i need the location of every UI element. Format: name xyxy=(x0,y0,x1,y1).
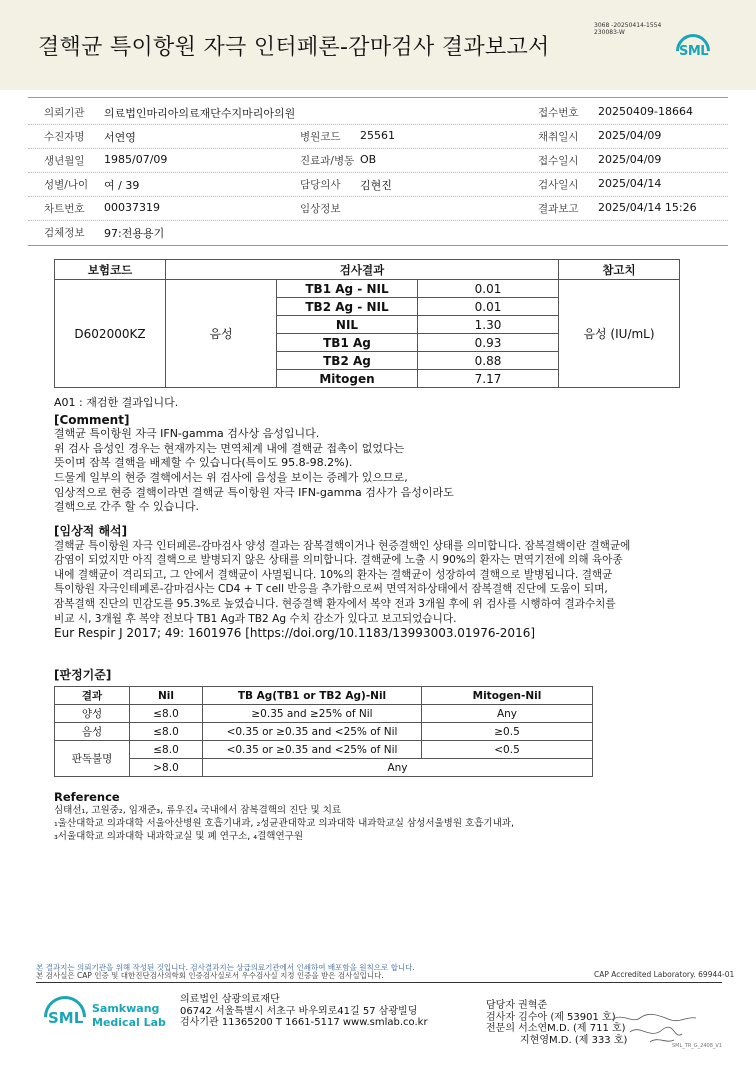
comment-line: 뜻이며 잠복 결핵을 배제할 수 있습니다(특이도 95.8-98.2%). xyxy=(54,456,353,470)
signature-icon xyxy=(610,1010,700,1046)
staff-line: 지현영M.D. (제 333 호) xyxy=(520,1034,628,1046)
address-line: 06742 서울특별시 서초구 바우뫼로41길 57 삼광빌딩 xyxy=(180,1005,418,1017)
criteria-header: 결과 xyxy=(55,687,130,705)
insurance-code: D602000KZ xyxy=(55,280,166,388)
remark-text: A01 : 재검한 결과입니다. xyxy=(54,396,179,409)
criteria-mitogen: <0.5 xyxy=(422,741,593,759)
receive-label: 접수일시 xyxy=(538,155,579,167)
hosp-code-label: 병원코드 xyxy=(300,131,341,143)
report-title: 결핵균 특이항원 자극 인터페론-감마검사 결과보고서 xyxy=(38,35,550,60)
criteria-tb: <0.35 or ≥0.35 and <25% of Nil xyxy=(203,741,422,759)
sex-value: 여 / 39 xyxy=(104,179,140,192)
citation: Eur Respir J 2017; 49: 1601976 [https://doi.org/10.1183/13993003.01976-2016] xyxy=(54,626,536,641)
footer-divider xyxy=(36,982,722,983)
header-test-result: 검사결과 xyxy=(166,260,559,280)
criteria-tb: <0.35 or ≥0.35 and <25% of Nil xyxy=(203,723,422,741)
result-value: 0.93 xyxy=(418,334,559,352)
info-row xyxy=(28,172,728,197)
clinical-line: 특이항원 자극인테페론-감마검사는 CD4 + T cell 반응을 추가함으로써 면역저하상태에서 잠복결핵 진단에 도움이 되며, xyxy=(54,583,608,596)
result-value: 1.30 xyxy=(418,316,559,334)
comment-line: 결핵균 특이항원 자극 IFN-gamma 검사상 음성입니다. xyxy=(54,427,320,441)
clinical-line: 결핵균 특이항원 자극 인터페론-감마검사 양성 결과는 잠복결핵이거나 현증결핵인 상태를 의미합니다. 잠복결핵이란 결핵균에 xyxy=(54,539,631,552)
comment-heading: [Comment] xyxy=(54,412,130,427)
criteria-table xyxy=(54,686,593,777)
info-row xyxy=(28,100,728,125)
document-id-line1: 3068 -20250414-1554 xyxy=(594,22,662,29)
form-code: SML_TR_G_2408_V1 xyxy=(672,1043,723,1049)
result-name: TB1 Ag - NIL xyxy=(277,280,418,298)
logo-name-line1: Samkwang xyxy=(92,1002,160,1015)
doctor-label: 담당의사 xyxy=(300,179,341,191)
org-value: 의료법인마리아의료재단수지마리아의원 xyxy=(104,107,296,120)
name-label: 수진자명 xyxy=(44,131,85,143)
address-line: 의료법인 삼광의료재단 xyxy=(180,994,280,1005)
criteria-result: 양성 xyxy=(55,705,130,723)
result-name: NIL xyxy=(277,316,418,334)
result-name: Mitogen xyxy=(277,370,418,388)
collect-value: 2025/04/09 xyxy=(598,129,662,142)
clinical-line: 잠복결핵 진단의 민감도를 95.3%로 높였습니다. 현증결핵 환자에서 복약 전과 3개월 후에 위 검사를 시행하여 결과수치를 xyxy=(54,597,616,610)
document-id-line2: 230083-W xyxy=(594,29,625,36)
criteria-nil: ≤8.0 xyxy=(130,705,203,723)
reg-no-value: 20250409-18664 xyxy=(598,105,693,118)
criteria-header: TB Ag(TB1 or TB2 Ag)-Nil xyxy=(203,687,422,705)
clinical-line: 감염이 되었지만 아직 결핵으로 발병되지 않은 상태를 의미합니다. 결핵균에 노출 시 90%의 환자는 면역기전에 의해 육아종 xyxy=(54,554,623,567)
logo-company xyxy=(92,1002,166,1030)
overall-result: 음성 xyxy=(166,280,277,388)
reference-section xyxy=(54,791,514,843)
reg-no-label: 접수번호 xyxy=(538,107,579,119)
staff-line: 전문의 서소연M.D. (제 711 호) xyxy=(486,1023,626,1034)
clinical-line: 비교 시, 3개월 후 복약 전보다 TB1 Ag과 TB2 Ag 수치 감소가 있다고 보고되었습니다. xyxy=(54,612,457,625)
comment-line: 임상적으로 현증 결핵이라면 결핵균 특이항원 자극 IFN-gamma 검사가 음성이라도 xyxy=(54,485,454,499)
lab-address xyxy=(180,994,428,1029)
chart-value: 00037319 xyxy=(104,201,160,214)
criteria-nil: >8.0 xyxy=(130,759,203,777)
result-value: 0.01 xyxy=(418,280,559,298)
collect-label: 채취일시 xyxy=(538,131,579,143)
result-value: 7.17 xyxy=(418,370,559,388)
samkwang-logo xyxy=(44,996,164,1046)
dept-value: OB xyxy=(360,153,377,166)
comment-line: 위 검사 음성인 경우는 현재까지는 면역체계 내에 결핵균 접촉이 없었다는 xyxy=(54,441,405,455)
footer-note: 본 검사실은 CAP 인증 및 대한진단검사의학회 인증검사실로서 우수검사실 지정 인증을 받은 검사실입니다. xyxy=(36,971,384,980)
criteria-heading: [판정기준] xyxy=(54,668,112,682)
info-row xyxy=(28,148,728,173)
reference-heading: Reference xyxy=(54,790,120,804)
specimen-value: 97:전용용기 xyxy=(104,227,165,240)
info-row xyxy=(28,196,728,221)
name-value: 서연영 xyxy=(104,131,136,144)
result-name: TB1 Ag xyxy=(277,334,418,352)
info-row xyxy=(28,124,728,149)
report-header xyxy=(0,0,756,90)
address-line: 검사기관 11365200 T 1661-5117 www.smlab.co.kr xyxy=(180,1017,428,1028)
clinical-heading: [임상적 해석] xyxy=(54,524,128,538)
criteria-header: Nil xyxy=(130,687,203,705)
reference-line: ₁울산대학교 의과대학 서울아산병원 호흡기내과, ₂성균관대학교 의과대학 내과학교실 삼성서울병원 호흡기내과, xyxy=(54,818,514,829)
test-date-label: 검사일시 xyxy=(538,179,579,191)
comment-section xyxy=(54,396,454,515)
result-name: TB2 Ag xyxy=(277,352,418,370)
chart-label: 차트번호 xyxy=(44,203,85,215)
criteria-mitogen: ≥0.5 xyxy=(422,723,593,741)
cap-accreditation: CAP Accredited Laboratory. 69944-01 xyxy=(594,970,735,979)
test-date-value: 2025/04/14 xyxy=(598,177,662,190)
org-label: 의뢰기관 xyxy=(44,107,85,119)
clinical-line: 내에 결핵균이 격리되고, 그 안에서 결핵균이 사멸됩니다. 10%의 환자는 결핵균이 성장하여 결핵으로 발병됩니다. 결핵균 xyxy=(54,568,613,581)
criteria-header: Mitogen-Nil xyxy=(422,687,593,705)
criteria-any: Any xyxy=(203,759,593,777)
logo-text: SML xyxy=(679,44,709,59)
hosp-code-value: 25561 xyxy=(360,129,395,142)
sml-logo xyxy=(674,34,714,70)
criteria-nil: ≤8.0 xyxy=(130,741,203,759)
logo-name-line2: Medical Lab xyxy=(92,1016,166,1029)
reference-line: 심태선₁, 고원중₂, 임재준₃, 류우진₄ 국내에서 잠복결핵의 진단 및 치료 xyxy=(54,805,342,816)
footer-note: 본 결과지는 의뢰기관을 위해 작성된 것입니다. 검사결과지는 상급의료기관에서 인쇄하여 배포함을 원칙으로 합니다. xyxy=(36,963,415,972)
result-value: 0.88 xyxy=(418,352,559,370)
sex-label: 성별/나이 xyxy=(44,179,89,191)
doctor-value: 김현진 xyxy=(360,179,392,192)
divider xyxy=(28,245,728,246)
header-insurance-code: 보험코드 xyxy=(55,260,166,280)
reference-line: ₃서울대학교 의과대학 내과학교실 및 폐 연구소, ₄결핵연구원 xyxy=(54,831,304,842)
result-table xyxy=(54,259,680,388)
clinical-section xyxy=(54,524,630,641)
report-label: 결과보고 xyxy=(538,203,579,215)
result-value: 0.01 xyxy=(418,298,559,316)
criteria-mitogen: Any xyxy=(422,705,593,723)
staff-line: 검사자 김수아 (제 53901 호) xyxy=(486,1011,616,1023)
info-row xyxy=(28,220,728,244)
logo-text: SML xyxy=(48,1009,84,1027)
specimen-label: 검체정보 xyxy=(44,227,85,239)
receive-value: 2025/04/09 xyxy=(598,153,662,166)
document-id xyxy=(594,22,661,36)
staff-list xyxy=(486,1000,627,1046)
comment-line: 결핵으로 간주 할 수 있습니다. xyxy=(54,500,199,514)
criteria-result: 판독불명 xyxy=(55,741,130,777)
comment-line: 드물게 일부의 현증 결핵에서는 위 검사에 음성을 보이는 증례가 있으므로, xyxy=(54,470,408,484)
dob-value: 1985/07/09 xyxy=(104,153,168,166)
divider xyxy=(28,97,728,98)
dept-label: 진료과/병동 xyxy=(300,155,355,167)
criteria-result: 음성 xyxy=(55,723,130,741)
staff-line: 담당자 권혁준 xyxy=(486,1000,548,1011)
report-value: 2025/04/14 15:26 xyxy=(598,201,697,214)
reference-value: 음성 (IU/mL) xyxy=(559,280,680,388)
clinical-info-label: 임상정보 xyxy=(300,203,341,215)
criteria-nil: ≤8.0 xyxy=(130,723,203,741)
dob-label: 생년월일 xyxy=(44,155,85,167)
result-name: TB2 Ag - NIL xyxy=(277,298,418,316)
criteria-tb: ≥0.35 and ≥25% of Nil xyxy=(203,705,422,723)
header-reference: 참고치 xyxy=(559,260,680,280)
